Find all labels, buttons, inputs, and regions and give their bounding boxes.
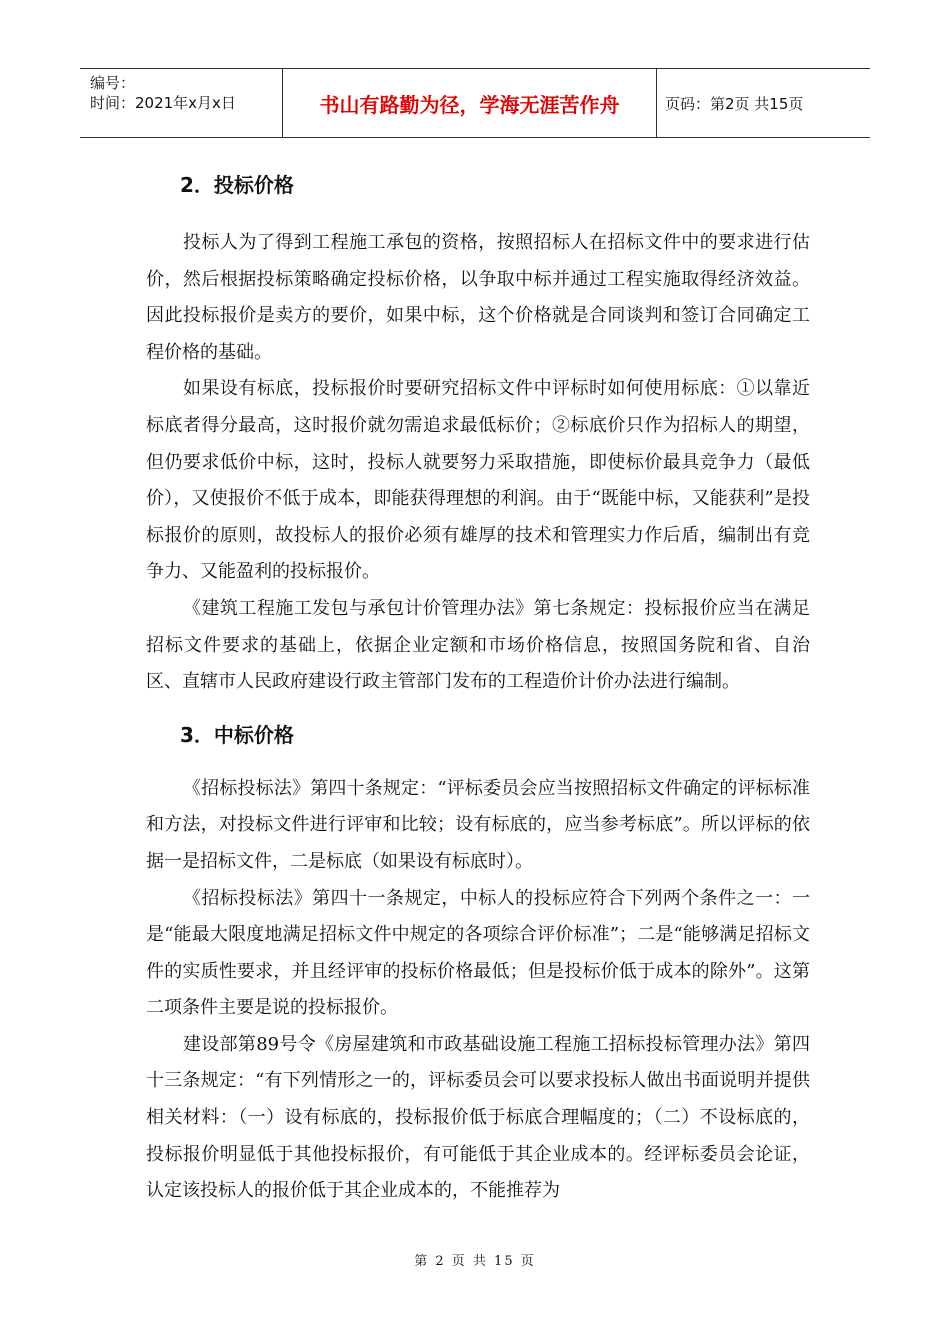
page-header [80,68,870,138]
paragraph: 《招标投标法》第四十条规定：“评标委员会应当按照招标文件确定的评标标准和方法，对投标文件进行评审和比较；设有标底的，应当参考标底”。所以评标的依据一是招标文件，二是标底（如果设有标底时）。 [146,777,810,872]
header-motto: 书山有路勤为径，学海无涯苦作舟 [283,69,657,137]
section-heading-winning-price: 3．中标价格 [180,722,294,747]
header-date-label: 时间：2021年x月x日 [90,94,236,112]
header-meta [80,69,283,137]
paragraph: 《招标投标法》第四十一条规定，中标人的投标应符合下列两个条件之一：一是“能最大限度地满足招标文件中规定的各项综合评价标准”；二是“能够满足招标文件的实质性要求，并且经评审的投标价格最低；但是投标价低于成本的除外”。这第二项条件主要是说的投标报价。 [146,887,810,1019]
paragraph: 《建筑工程施工发包与承包计价管理办法》第七条规定：投标报价应当在满足招标文件要求的基础上，依据企业定额和市场价格信息，按照国务院和省、自治区、直辖市人民政府建设行政主管部门发布的工程造价计价办法进行编制。 [146,597,810,693]
paragraph: 建设部第89号令《房屋建筑和市政基础设施工程施工招标投标管理办法》第四十三条规定：“有下列情形之一的，评标委员会可以要求投标人做出书面说明并提供相关材料：（一）设有标底的，投标报价低于标底合理幅度的；（二）不设标底的，投标报价明显低于其他投标报价，有可能低于其企业成本的。经评标委员会论证，认定该投标人的报价低于其企业成本的，不能推荐为 [146,1033,810,1202]
page-footer: 第 2 页 共 15 页 [414,1254,536,1269]
header-number-label: 编号： [90,74,136,92]
section-heading-bid-price: 2．投标价格 [180,173,294,197]
header-page-info: 页码：第2页 共15页 [665,94,804,113]
paragraph: 投标人为了得到工程施工承包的资格，按照招标人在招标文件中的要求进行估价，然后根据投标策略确定投标价格，以争取中标并通过工程实施取得经济效益。因此投标报价是卖方的要价，如果中标，这个价格就是合同谈判和签订合同确定工程价格的基础。 [146,232,810,363]
document-body [146,165,810,1210]
paragraph: 如果设有标底，投标报价时要研究招标文件中评标时如何使用标底：①以靠近标底者得分最高，这时报价就勿需追求最低标价；②标底价只作为招标人的期望，但仍要求低价中标，这时，投标人就要努力采取措施，即使标价最具竞争力（最低价），又使报价不低于成本，即能获得理想的利润。由于“既能中标，又能获利”是投标报价的原则，故投标人的报价必须有雄厚的技术和管理实力作后盾，编制出有竞争力、又能盈利的投标报价。 [146,378,810,583]
